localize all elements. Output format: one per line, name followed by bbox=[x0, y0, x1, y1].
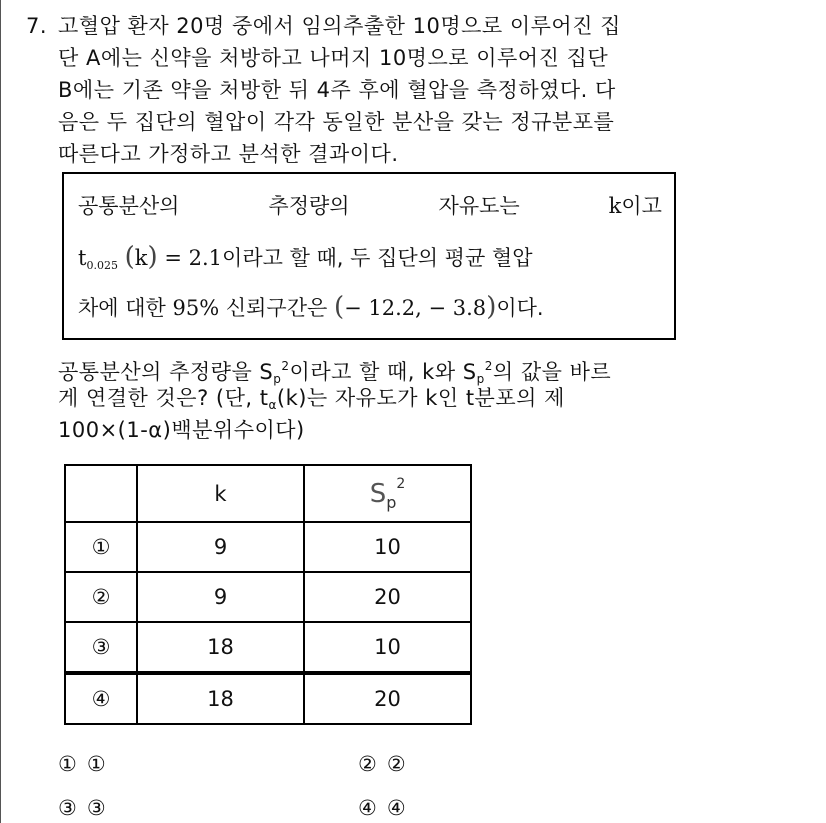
box-text: 이라고 할 때, 두 집단의 평균 혈압 bbox=[222, 246, 533, 270]
sp-symbol bbox=[369, 475, 406, 512]
prompt-line-3: 100×(1-α)백분위수이다) bbox=[58, 418, 305, 442]
choice-4[interactable] bbox=[358, 796, 406, 820]
choice-1[interactable] bbox=[58, 752, 106, 776]
page-left-border bbox=[0, 0, 1, 823]
prompt-text: (k)는 자유도가 k인 t분포의 제 bbox=[276, 386, 565, 410]
box-word: 추정량의 bbox=[268, 194, 350, 218]
box-line-2 bbox=[78, 242, 662, 272]
question-stem bbox=[26, 10, 806, 170]
question-number: 7. bbox=[26, 14, 48, 38]
table-row bbox=[65, 572, 471, 622]
analysis-result-box bbox=[62, 172, 676, 340]
box-line-1 bbox=[78, 190, 662, 220]
choice-value: ④ bbox=[386, 796, 406, 820]
box-word: 이고 bbox=[621, 194, 662, 218]
table-header-row bbox=[65, 465, 471, 522]
superscript: 2 bbox=[484, 359, 493, 373]
math-subscript: 0.025 bbox=[86, 259, 118, 272]
row-k: 18 bbox=[137, 622, 304, 673]
question-line-4: 음은 두 집단의 혈압이 각각 동일한 분산을 갖는 정규분포를 bbox=[58, 110, 615, 134]
box-word: 자유도는 bbox=[438, 194, 520, 218]
prompt-line-2 bbox=[58, 382, 798, 414]
box-line-3 bbox=[78, 292, 662, 322]
row-mark: ③ bbox=[65, 622, 137, 673]
prompt-text: 게 연결한 것은? (단, t bbox=[58, 386, 269, 410]
choice-number: ② bbox=[358, 752, 377, 776]
math-variable-k: k bbox=[608, 194, 622, 218]
box-word: 공통분산의 bbox=[78, 194, 180, 218]
choice-value: ③ bbox=[86, 796, 106, 820]
subscript: p bbox=[273, 372, 282, 386]
superscript: 2 bbox=[281, 359, 290, 373]
header-blank bbox=[65, 465, 137, 522]
confidence-interval: − 12.2, − 3.8 bbox=[344, 296, 487, 320]
box-text: 이다. bbox=[496, 296, 544, 320]
math-paren: ) bbox=[486, 292, 497, 322]
math-equation: = 2.1 bbox=[157, 246, 223, 270]
header-sp2 bbox=[304, 465, 471, 522]
header-k: k bbox=[137, 465, 304, 522]
answer-table bbox=[64, 464, 472, 725]
question-line-5: 따른다고 가정하고 분석한 결과이다. bbox=[58, 142, 399, 166]
table-row bbox=[65, 673, 471, 724]
choice-3[interactable] bbox=[58, 796, 106, 820]
row-mark: ④ bbox=[65, 673, 137, 724]
row-mark: ① bbox=[65, 522, 137, 572]
math-paren: ( bbox=[333, 292, 345, 322]
confidence-level: 95% bbox=[172, 296, 220, 320]
question-text: 고혈압 환자 20명 중에서 임의추출한 10명으로 이루어진 집 bbox=[58, 14, 621, 38]
box-word-k bbox=[609, 190, 662, 220]
choice-value: ② bbox=[386, 752, 406, 776]
math-variable-k: k bbox=[134, 246, 148, 270]
choice-number: ③ bbox=[58, 796, 77, 820]
math-t: t bbox=[78, 246, 87, 270]
choice-number: ④ bbox=[358, 796, 377, 820]
prompt-line-1 bbox=[58, 350, 798, 386]
row-sp2: 20 bbox=[304, 572, 471, 622]
superscript: 2 bbox=[396, 475, 406, 492]
row-k: 9 bbox=[137, 572, 304, 622]
prompt-text: 의 값을 바르 bbox=[492, 360, 612, 384]
question-line-1 bbox=[26, 10, 806, 42]
subscript: α bbox=[268, 398, 277, 412]
subscript: p bbox=[476, 372, 485, 386]
choice-number: ① bbox=[58, 752, 77, 776]
row-mark: ② bbox=[65, 572, 137, 622]
question-line-3: B에는 기존 약을 처방한 뒤 4주 후에 혈압을 측정하였다. 다 bbox=[58, 78, 616, 102]
subscript: p bbox=[386, 492, 397, 512]
row-sp2: 10 bbox=[304, 622, 471, 673]
table-row bbox=[65, 522, 471, 572]
row-sp2: 20 bbox=[304, 673, 471, 724]
sp-letter: S bbox=[369, 478, 387, 509]
table-row bbox=[65, 622, 471, 673]
box-text: 차에 대한 bbox=[78, 296, 173, 320]
row-k: 18 bbox=[137, 673, 304, 724]
prompt-text: 이라고 할 때, k와 S bbox=[289, 360, 477, 384]
row-sp2: 10 bbox=[304, 522, 471, 572]
choice-2[interactable] bbox=[358, 752, 406, 776]
math-paren: ( bbox=[124, 242, 135, 272]
choice-value: ① bbox=[86, 752, 106, 776]
box-text: 신뢰구간은 bbox=[219, 296, 334, 320]
row-k: 9 bbox=[137, 522, 304, 572]
math-paren: ) bbox=[147, 242, 158, 272]
prompt-text: 공통분산의 추정량을 S bbox=[58, 360, 274, 384]
question-line-2: 단 A에는 신약을 처방하고 나머지 10명으로 이루어진 집단 bbox=[58, 46, 609, 70]
question-prompt bbox=[58, 350, 798, 446]
